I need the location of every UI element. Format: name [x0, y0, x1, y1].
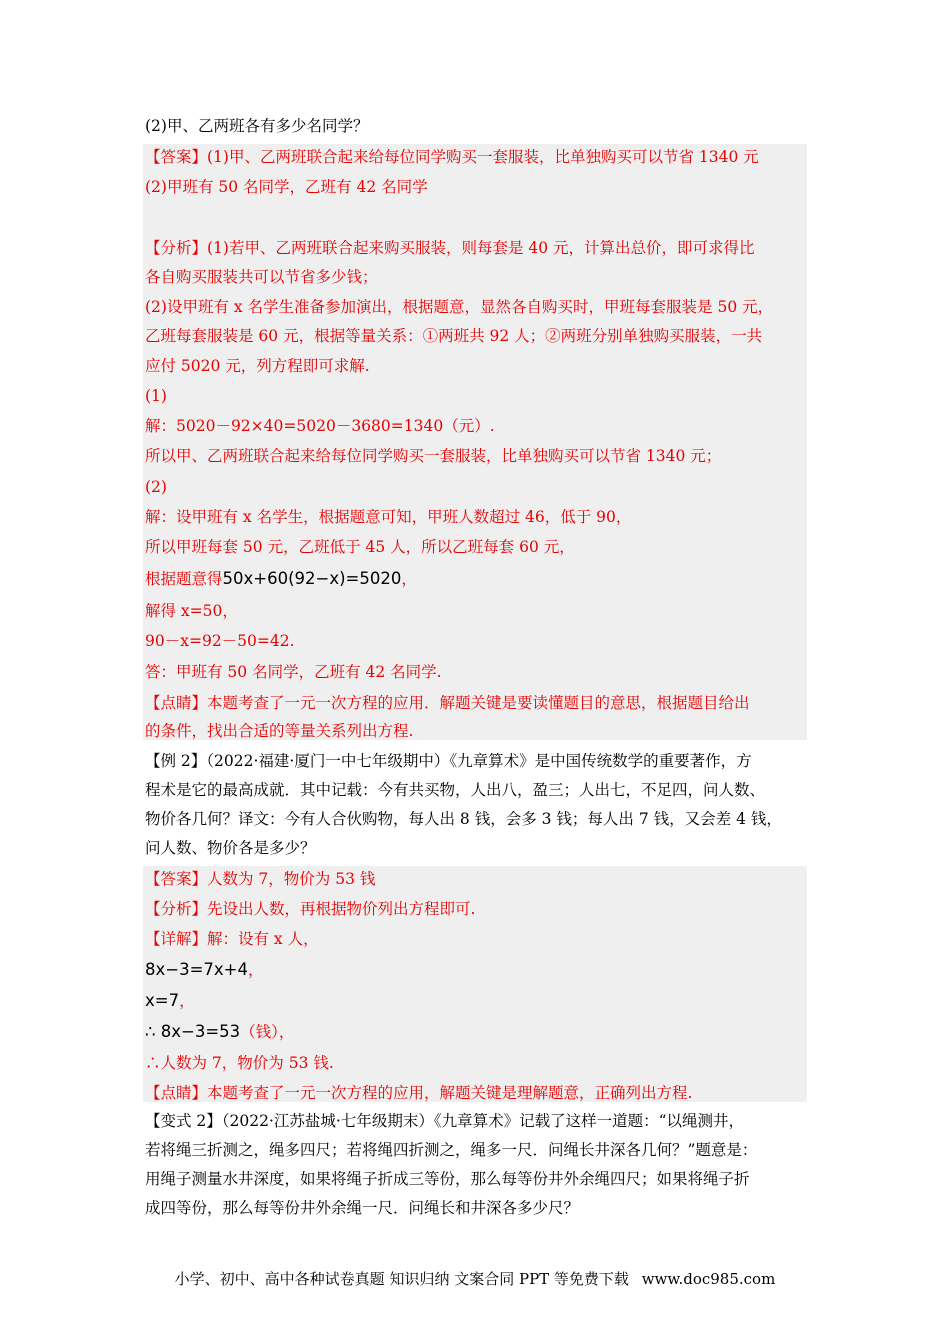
example-2-line-4: 问人数、物价各是多少？ [145, 839, 316, 857]
solution-line-1: 解：5020－92×40=5020－3680=1340（元）. [145, 417, 495, 435]
solution-line-2: 所以甲、乙两班联合起来给每位同学购买一套服装，比单独购买可以节省 1340 元； [145, 447, 722, 465]
equation: 50x+60(92−x)=5020 [222, 569, 402, 588]
variant-2-line-3: 用绳子测量水井深度，如果将绳子折成三等份，那么每等份井外余绳四尺；如果将绳子折 [145, 1170, 750, 1188]
example-2-equation-3 [145, 1022, 294, 1042]
solution-part-1-label: (1) [145, 387, 167, 405]
analysis-line-4: 乙班每套服装是 60 元，根据等量关系：①两班共 92 人；②两班分别单独购买服装，一共 [145, 327, 763, 345]
example-2-line-1: 【例 2】（2022·福建·厦门一中七年级期中）《九章算术》是中国传统数学的重要著作，方 [145, 752, 752, 770]
footer-text: 小学、初中、高中各种试卷真题 知识归纳 文案合同 PPT 等免费下载 [174, 1270, 629, 1288]
example-2-comment: 【点睛】本题考查了一元一次方程的应用，解题关键是理解题意，正确列出方程. [145, 1084, 693, 1102]
analysis-line-1: 【分析】(1)若甲、乙两班联合起来购买服装，则每套是 40 元，计算出总价，即可求得比 [145, 239, 755, 257]
analysis-line-5: 应付 5020 元，列方程即可求解. [145, 357, 370, 375]
solution-part-2-label: (2) [145, 478, 167, 496]
solution-line-3: 解：设甲班有 x 名学生，根据题意可知，甲班人数超过 46，低于 90， [145, 508, 632, 526]
question-part-2: (2)甲、乙两班各有多少名同学？ [145, 117, 369, 135]
comment-line-1: 【点睛】本题考查了一元一次方程的应用．解题关键是要读懂题目的意思，根据题目给出 [145, 694, 750, 712]
example-2-conclusion: ∴人数为 7，物价为 53 钱. [145, 1054, 334, 1072]
solution-equation-line [145, 569, 417, 589]
solution-line-5: 解得 x=50， [145, 602, 238, 620]
comment-line-2: 的条件，找出合适的等量关系列出方程. [145, 722, 414, 740]
example-2-equation-1 [145, 960, 264, 980]
analysis-line-3: (2)设甲班有 x 名学生准备参加演出，根据题意，显然各自购买时，甲班每套服装是 50 元， [145, 298, 774, 316]
equation-end: ， [179, 992, 195, 1010]
variant-2-line-4: 成四等份，那么每等份井外余绳一尺．问绳长和井深各多少尺？ [145, 1199, 580, 1217]
equation-end: ， [401, 570, 417, 588]
answer-line-1: 【答案】(1)甲、乙两班联合起来给每位同学购买一套服装，比单独购买可以节省 1340 元 [145, 148, 759, 166]
example-2-analysis: 【分析】先设出人数，再根据物价列出方程即可. [145, 900, 476, 918]
equation: ∴ 8x−3=53 [145, 1022, 241, 1041]
equation-unit: （钱）， [240, 1023, 295, 1041]
equation-end: ， [248, 961, 264, 979]
solution-line-6: 90－x=92－50=42. [145, 632, 295, 650]
example-2-detail: 【详解】解：设有 x 人， [145, 930, 319, 948]
footer-link[interactable]: www.doc985.com [641, 1270, 776, 1288]
solution-line-7: 答：甲班有 50 名同学，乙班有 42 名同学. [145, 663, 442, 681]
example-2-line-2: 程术是它的最高成就．其中记载：今有共买物，人出八，盈三；人出七，不足四，问人数、 [145, 781, 766, 799]
equation: 8x−3=7x+4 [145, 960, 248, 979]
example-2-line-3: 物价各几何？译文：今有人合伙购物，每人出 8 钱，会多 3 钱；每人出 7 钱，又会差 4 钱， [145, 810, 782, 828]
equation: x=7 [145, 991, 180, 1010]
solution-line-4: 所以甲班每套 50 元，乙班低于 45 人，所以乙班每套 60 元， [145, 538, 575, 556]
example-2-equation-2 [145, 991, 195, 1011]
page-footer [0, 1268, 950, 1289]
analysis-line-2: 各自购买服装共可以节省多少钱； [145, 268, 378, 286]
variant-2-line-1: 【变式 2】（2022·江苏盐城·七年级期末）《九章算术》记载了这样一道题：“以绳测井， [145, 1112, 745, 1130]
answer-line-2: (2)甲班有 50 名同学，乙班有 42 名同学 [145, 178, 428, 196]
equation-intro: 根据题意得 [145, 570, 223, 588]
example-2-answer: 【答案】人数为 7，物价为 53 钱 [145, 870, 376, 888]
variant-2-line-2: 若将绳三折测之，绳多四尺；若将绳四折测之，绳多一尺．问绳长井深各几何？”题意是： [145, 1141, 758, 1159]
